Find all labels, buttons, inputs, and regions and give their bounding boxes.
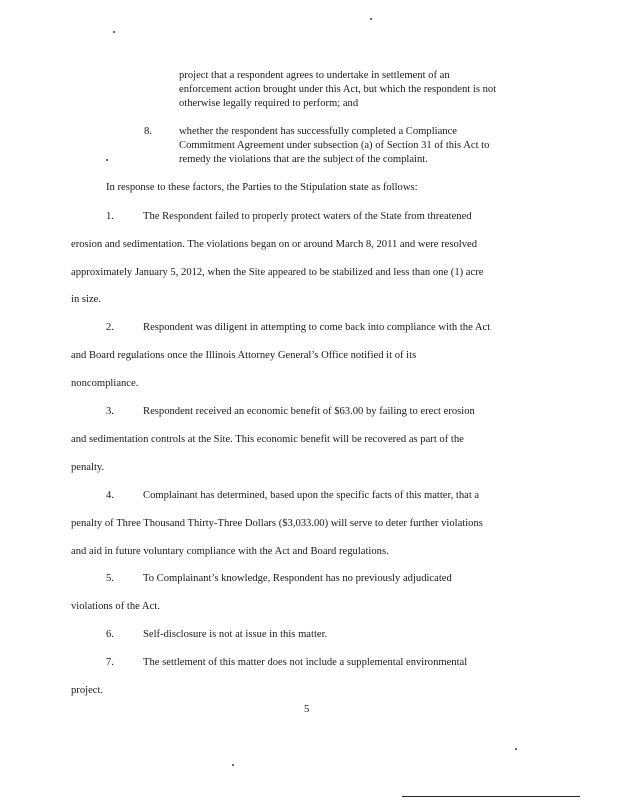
paragraph-line: noncompliance. bbox=[71, 378, 139, 389]
intro-text: In response to these factors, the Parties to the Stipulation state as follows: bbox=[106, 182, 418, 193]
page-number: 5 bbox=[304, 704, 310, 715]
paragraph-line: penalty. bbox=[71, 462, 105, 473]
paragraph-line: in size. bbox=[71, 294, 102, 305]
scan-speck bbox=[515, 748, 517, 750]
paragraph-line: Self-disclosure is not at issue in this matter. bbox=[143, 629, 328, 640]
paragraph-number: 6. bbox=[106, 629, 114, 640]
paragraph-number: 2. bbox=[106, 322, 114, 333]
paragraph-line: and Board regulations once the Illinois Attorney General’s Office notified it of its bbox=[71, 350, 417, 361]
factor-line: whether the respondent has successfully completed a Compliance bbox=[179, 126, 457, 137]
paragraph-line: and sedimentation controls at the Site. This economic benefit will be recovered as part of the bbox=[71, 434, 464, 445]
factor-number: 8. bbox=[144, 126, 152, 137]
paragraph-line: violations of the Act. bbox=[71, 601, 160, 612]
quote-line: project that a respondent agrees to undertake in settlement of an bbox=[179, 70, 450, 81]
paragraph-line: Complainant has determined, based upon the specific facts of this matter, that a bbox=[143, 490, 480, 501]
paragraph-line: The Respondent failed to properly protect waters of the State from threatened bbox=[143, 211, 472, 222]
paragraph-number: 1. bbox=[106, 211, 114, 222]
paragraph-line: approximately January 5, 2012, when the Site appeared to be stabilized and less than one (1) acre bbox=[71, 267, 484, 278]
scan-speck bbox=[370, 18, 372, 20]
paragraph-line: The settlement of this matter does not include a supplemental environmental bbox=[143, 657, 468, 668]
quote-line: otherwise legally required to perform; and bbox=[179, 98, 359, 109]
paragraph-line: penalty of Three Thousand Thirty-Three Dollars ($3,033.00) will serve to deter further violations bbox=[71, 518, 483, 529]
paragraph-line: Respondent received an economic benefit of $63.00 by failing to erect erosion bbox=[143, 406, 475, 417]
factor-line: Commitment Agreement under subsection (a) of Section 31 of this Act to bbox=[179, 140, 490, 151]
factor-line: remedy the violations that are the subject of the complaint. bbox=[179, 154, 428, 165]
paragraph-line: and aid in future voluntary compliance with the Act and Board regulations. bbox=[71, 546, 389, 557]
scan-speck bbox=[232, 764, 234, 766]
paragraph-number: 4. bbox=[106, 490, 114, 501]
paragraph-line: project. bbox=[71, 685, 104, 696]
scan-speck bbox=[113, 31, 115, 33]
quote-line: enforcement action brought under this Act, but which the respondent is not bbox=[179, 84, 497, 95]
paragraph-number: 5. bbox=[106, 573, 114, 584]
footer-rule bbox=[402, 796, 580, 797]
paragraph-number: 3. bbox=[106, 406, 114, 417]
paragraph-line: Respondent was diligent in attempting to come back into compliance with the Act bbox=[143, 322, 491, 333]
paragraph-line: To Complainant’s knowledge, Respondent has no previously adjudicated bbox=[143, 573, 452, 584]
scan-speck bbox=[106, 159, 108, 161]
paragraph-number: 7. bbox=[106, 657, 114, 668]
paragraph-line: erosion and sedimentation. The violations began on or around March 8, 2011 and were resolved bbox=[71, 239, 477, 250]
